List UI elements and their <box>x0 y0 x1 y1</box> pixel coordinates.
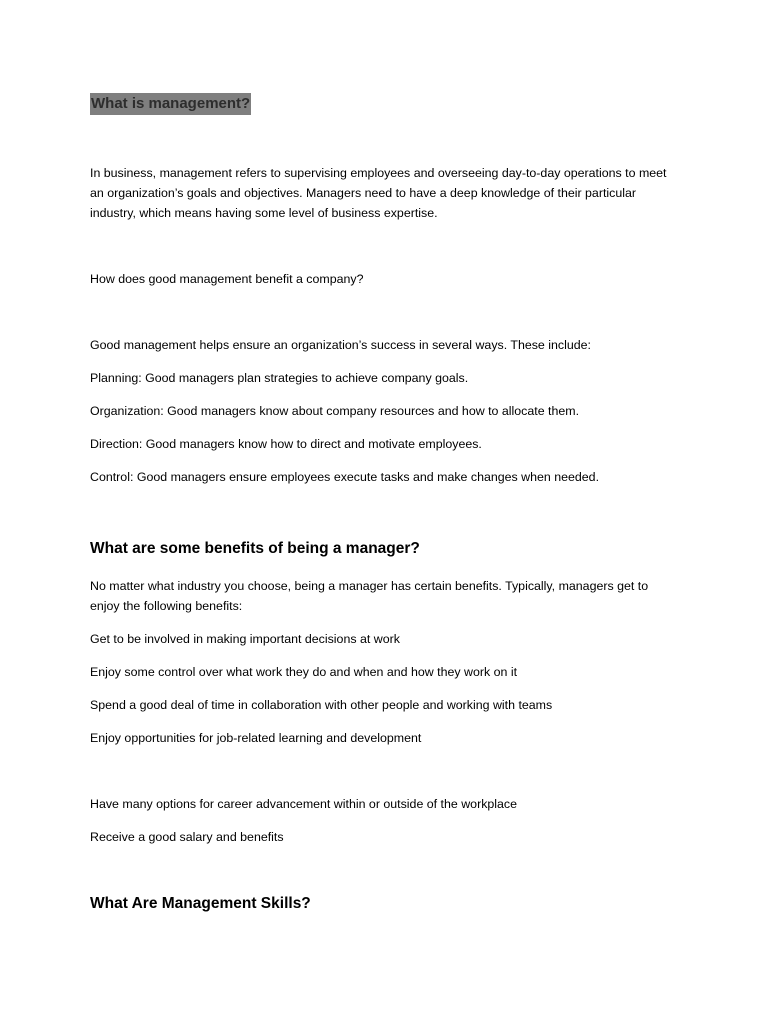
function-direction: Direction: Good managers know how to direct and motivate employees. <box>90 437 482 451</box>
question-paragraph: How does good management benefit a company? <box>90 272 364 286</box>
function-planning: Planning: Good managers plan strategies to achieve company goals. <box>90 371 469 385</box>
function-organization: Organization: Good managers know about company resources and how to allocate them. <box>90 404 580 418</box>
function-control: Control: Good managers ensure employees execute tasks and make changes when needed. <box>90 470 600 484</box>
benefit-item: Enjoy some control over what work they do and when and how they work on it <box>90 665 518 679</box>
heading-management-skills: What Are Management Skills? <box>90 895 311 912</box>
intro-paragraph: In business, management refers to supervising employees and overseeing day-to-day operations to meet an organization’s goals and objectives. Managers need to have a deep knowledge of their particular industry, which means having some level of business expertise. <box>90 166 667 220</box>
benefit-item: Enjoy opportunities for job-related learning and development <box>90 731 422 745</box>
heading-what-is-management: What is management? <box>90 93 251 115</box>
benefit-item: Have many options for career advancement within or outside of the workplace <box>90 797 518 811</box>
benefits-intro-paragraph: Good management helps ensure an organization’s success in several ways. These include: <box>90 338 591 352</box>
benefit-item: Spend a good deal of time in collaboration with other people and working with teams <box>90 698 553 712</box>
heading-benefits-of-manager: What are some benefits of being a manager? <box>90 540 420 557</box>
benefit-item: Receive a good salary and benefits <box>90 830 284 844</box>
benefit-item: Get to be involved in making important decisions at work <box>90 632 400 646</box>
manager-intro-paragraph: No matter what industry you choose, being a manager has certain benefits. Typically, managers get to enjoy the following benefits: <box>90 579 649 613</box>
